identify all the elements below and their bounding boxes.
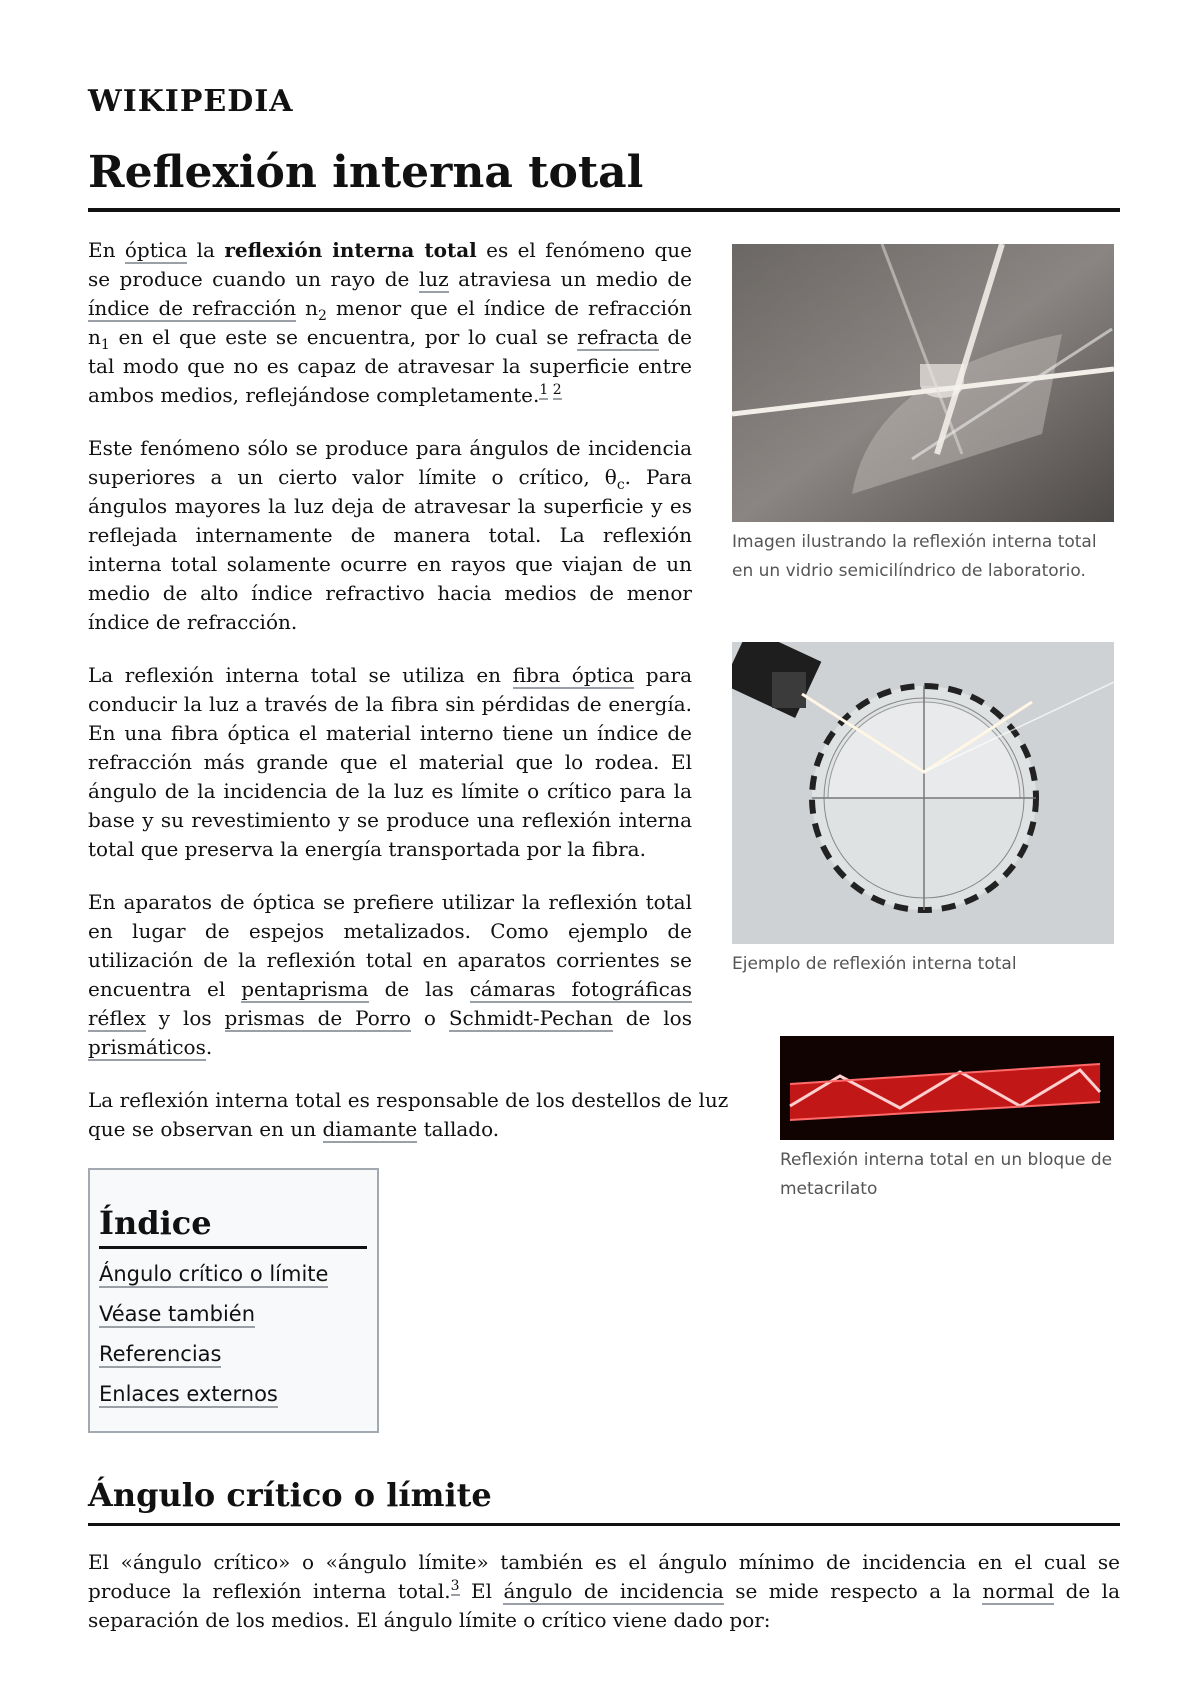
figure-caption: Ejemplo de reflexión interna total bbox=[732, 954, 1017, 974]
link-schmidt-pechan[interactable]: Schmidt-Pechan bbox=[448, 1006, 613, 1030]
link-refracta[interactable]: refracta bbox=[577, 325, 659, 349]
figure-caption: Imagen ilustrando la reflexión interna total en un vidrio semicilíndrico de laboratorio. bbox=[732, 532, 1097, 581]
ref-2[interactable]: 2 bbox=[552, 382, 562, 399]
section-heading-angulo-critico: Ángulo crítico o límite bbox=[88, 1473, 1120, 1526]
link-prismaticos[interactable]: prismáticos bbox=[88, 1035, 206, 1059]
link-camaras-reflex[interactable]: cámaras fotográficas réflex bbox=[88, 977, 692, 1030]
link-prismas-porro[interactable]: prismas de Porro bbox=[224, 1006, 411, 1030]
protractor-photo[interactable] bbox=[732, 642, 1114, 944]
toc-item-vease-tambien[interactable]: Véase también bbox=[99, 1302, 256, 1326]
link-luz[interactable]: luz bbox=[418, 267, 449, 291]
intro-paragraph-5: La reflexión interna total es responsable de los destellos de luz que se observan en un diamante tallado. bbox=[88, 1088, 729, 1141]
figure-semicylinder bbox=[732, 244, 1114, 586]
link-optica[interactable]: óptica bbox=[124, 238, 188, 262]
intro-paragraph-1: En óptica la reflexión interna total es el fenómeno que se produce cuando un rayo de luz atraviesa un medio de índice de refracción $n_2$ menor que el índice de refracción $n_1$ en el que este se encuentra, por lo cual se refracta de tal modo que no es capaz de atravesar la superficie entre ambos medios, reflejándose completamente.$^{1 2}$ bbox=[88, 238, 692, 407]
section-paragraph-1: El «ángulo crítico» o «ángulo límite» también es el ángulo mínimo de incidencia en el cual se produce la reflexión interna total.$^3$ El ángulo de incidencia se mide respecto a la normal de la separación de los medios. El ángulo límite o crítico viene dado por: bbox=[88, 1550, 1120, 1632]
link-fibra-optica[interactable]: fibra óptica bbox=[512, 663, 635, 687]
intro-paragraph-2: Este fenómeno sólo se produce para ángulos de incidencia superiores a un cierto valor límite o crítico, $\theta_c$. Para ángulos mayores la luz deja de atravesar la superficie y es reflejada internamente de manera total. La reflexión interna total solamente ocurre en rayos que viajan de un medio de alto índice refractivo hacia medios de menor índice de refracción. bbox=[88, 436, 692, 634]
link-indice-refraccion[interactable]: índice de refracción bbox=[88, 296, 297, 320]
article-content bbox=[88, 236, 1120, 1635]
semicylinder-photo[interactable] bbox=[732, 244, 1114, 522]
page-title: Reflexión interna total bbox=[88, 144, 1120, 212]
intro-paragraph-4: En aparatos de óptica se prefiere utilizar la reflexión total en lugar de espejos metalizados. Como ejemplo de utilización de la reflexión total en aparatos corrientes se encuentra el pentaprisma de las cámaras fotográficas réflex y los prismas de Porro o Schmidt-Pechan de los prismáticos. bbox=[88, 890, 692, 1059]
toc-item-enlaces-externos[interactable]: Enlaces externos bbox=[99, 1382, 278, 1406]
toc-item-referencias[interactable]: Referencias bbox=[99, 1342, 222, 1366]
table-of-contents bbox=[88, 1168, 379, 1433]
toc-title: Índice bbox=[99, 1204, 367, 1249]
wikipedia-logo[interactable]: WIKIPEDIA bbox=[88, 84, 294, 119]
article-page bbox=[88, 80, 1120, 1659]
ref-3[interactable]: 3 bbox=[450, 1578, 460, 1595]
toc-item-angulo-critico[interactable]: Ángulo crítico o límite bbox=[99, 1262, 329, 1286]
link-normal[interactable]: normal bbox=[982, 1579, 1055, 1603]
intro-paragraph-3: La reflexión interna total se utiliza en fibra óptica para conducir la luz a través de la fibra sin pérdidas de energía. En una fibra óptica el material interno tiene un índice de refracción más grande que el material que lo rodea. El ángulo de la incidencia de la luz es límite o crítico para la base y su revestimiento y se produce una reflexión interna total que preserva la energía transportada por la fibra. bbox=[88, 663, 692, 861]
ref-1[interactable]: 1 bbox=[539, 382, 549, 399]
link-diamante[interactable]: diamante bbox=[322, 1117, 418, 1141]
link-pentaprisma[interactable]: pentaprisma bbox=[241, 977, 369, 1001]
link-angulo-incidencia[interactable]: ángulo de incidencia bbox=[503, 1579, 724, 1603]
acrylic-photo[interactable] bbox=[780, 1036, 1114, 1140]
figure-caption: Reflexión interna total en un bloque de metacrilato bbox=[780, 1150, 1113, 1199]
figure-acrylic bbox=[780, 1036, 1114, 1204]
figure-protractor bbox=[732, 642, 1114, 979]
